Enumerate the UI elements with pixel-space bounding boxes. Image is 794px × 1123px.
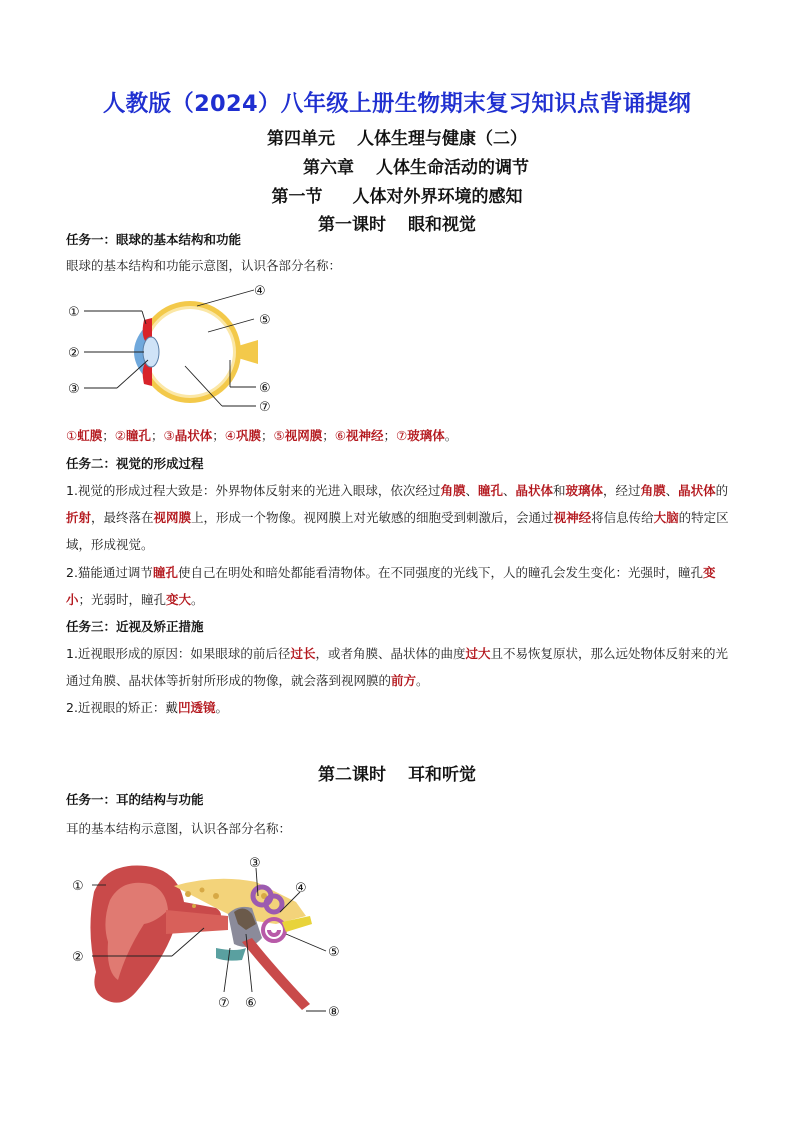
ear-task-title: 任务一：耳的结构与功能 (66, 792, 204, 807)
paragraph-text: 上，形成一个物像。视网膜上对光敏感的细胞受到刺激后，会通过 (191, 510, 554, 525)
key-term: 瞳孔 (477, 483, 503, 498)
eye-marker-3: ③ (68, 382, 80, 397)
task3-paragraph-2 (66, 694, 730, 721)
eye-answer-term: 玻璃体 (407, 428, 445, 443)
key-term: 晶状体 (515, 483, 554, 498)
separator: ； (150, 428, 164, 443)
key-term: 前方 (391, 673, 417, 688)
lesson1-name: 眼和视觉 (408, 215, 476, 235)
key-term: 玻璃体 (565, 483, 604, 498)
paragraph-text: 、 (502, 483, 516, 498)
vitreous-shape (147, 309, 233, 395)
lesson2-name: 耳和听觉 (408, 765, 476, 785)
ear-marker-7: ⑦ (218, 996, 230, 1011)
task2-paragraph-2 (66, 559, 730, 613)
eye-marker-1: ① (68, 305, 80, 320)
paragraph-text: 。 (416, 673, 429, 688)
paragraph-text: ，经过 (603, 483, 641, 498)
unit-heading (0, 124, 794, 149)
eye-answer-term: 虹膜 (77, 428, 103, 443)
separator: ； (212, 428, 225, 443)
key-term: 过大 (465, 646, 491, 661)
eye-answer-number: ② (114, 428, 126, 443)
ear-marker-2: ② (72, 950, 84, 965)
paragraph-text: 。 (191, 592, 204, 607)
eye-answers (66, 422, 730, 449)
document-title: 人教版（2024）八年级上册生物期末复习知识点背诵提纲 (102, 91, 692, 117)
ear-intro: 耳的基本结构示意图，认识各部分名称： (66, 821, 292, 836)
separator: ； (102, 428, 115, 443)
paragraph-text: 2.猫能通过调节 (66, 565, 153, 580)
ear-marker-1: ① (72, 879, 84, 894)
eye-intro: 眼球的基本结构和功能示意图，认识各部分名称： (66, 258, 342, 273)
eye-marker-5: ⑤ (259, 313, 271, 328)
eye-answer-term: 晶状体 (174, 428, 213, 443)
eye-answer-number: ⑤ (273, 428, 285, 443)
paragraph-text: 和 (553, 483, 566, 498)
ear-diagram (66, 852, 356, 1022)
eye-answer-number: ⑥ (334, 428, 346, 443)
paragraph-text: 将信息传给 (591, 510, 654, 525)
ear-marker-8: ⑧ (328, 1005, 340, 1020)
key-term: 变小 (66, 565, 716, 607)
paragraph-text: 的 (715, 483, 729, 498)
eye-answer-term: 瞳孔 (125, 428, 151, 443)
paragraph-text: 1.视觉的形成过程大致是：外界物体反射来的光进入眼球，依次经过 (66, 483, 441, 498)
key-term: 大脑 (653, 510, 679, 525)
separator: ； (383, 428, 396, 443)
eye-marker-6: ⑥ (259, 381, 271, 396)
unit-number: 第四单元 (267, 129, 335, 149)
eye-answer-term: 巩膜 (235, 428, 261, 443)
paragraph-text: ，或者角膜、晶状体的曲度 (315, 646, 466, 661)
eye-answer-term: 视神经 (345, 428, 384, 443)
key-term: 凹透镜 (177, 700, 216, 715)
paragraph-text: 、 (465, 483, 478, 498)
section-number: 第一节 (271, 187, 323, 207)
eye-diagram (62, 280, 292, 418)
ear-marker-5: ⑤ (328, 945, 340, 960)
paragraph-text: 、 (665, 483, 679, 498)
key-term: 晶状体 (678, 483, 716, 498)
separator: ； (260, 428, 274, 443)
paragraph-text: 2.近视眼的矫正：戴 (66, 700, 178, 715)
key-term: 视神经 (553, 510, 592, 525)
paragraph-text: 1.近视眼形成的原因：如果眼球的前后径 (66, 646, 291, 661)
eye-marker-4: ④ (254, 284, 266, 299)
section-name: 人体对外界环境的感知 (352, 187, 523, 207)
lesson1-number: 第一课时 (318, 215, 386, 235)
eye-marker-2: ② (68, 346, 80, 361)
task3-title: 任务三：近视及矫正措施 (66, 619, 204, 634)
ear-marker-3: ③ (249, 856, 261, 871)
eye-answer-number: ⑦ (396, 428, 408, 443)
lesson2-number: 第二课时 (318, 765, 386, 785)
paragraph-text: ，最终落在 (91, 510, 154, 525)
eye-answer-term: 视网膜 (284, 428, 323, 443)
eye-marker-7: ⑦ (259, 400, 271, 415)
eye-answer-number: ④ (224, 428, 236, 443)
paragraph-text: ；光弱时，瞳孔 (78, 592, 167, 607)
key-term: 瞳孔 (152, 565, 178, 580)
key-term: 折射 (66, 510, 92, 525)
paragraph-text: 且不易恢复原状，那么远处物体反射来的光通过角膜、晶状体等折射所形成的物像，就会落到视网膜的 (66, 646, 728, 688)
separator: 。 (444, 428, 458, 443)
chapter-number: 第六章 (303, 158, 354, 178)
key-term: 角膜 (440, 483, 466, 498)
key-term: 角膜 (640, 483, 666, 498)
task2-title: 任务二：视觉的形成过程 (66, 456, 204, 471)
lesson2-heading (0, 760, 794, 785)
ear-marker-6: ⑥ (245, 996, 257, 1011)
section-heading (0, 182, 794, 207)
paragraph-text: 使自己在明处和暗处都能看清物体。在不同强度的光线下，人的瞳孔会发生变化：光强时，瞳孔 (177, 565, 703, 580)
paragraph-text: 的特定区域，形成视觉。 (66, 510, 729, 552)
separator: ； (322, 428, 335, 443)
ear-marker-4: ④ (295, 881, 307, 896)
task3-paragraph-1 (66, 640, 730, 694)
task2-paragraph-1 (66, 477, 730, 558)
eye-task-title: 任务一：眼球的基本结构和功能 (66, 232, 242, 247)
key-term: 视网膜 (153, 510, 192, 525)
key-term: 过长 (290, 646, 316, 661)
eye-answer-number: ① (66, 428, 78, 443)
chapter-heading (0, 153, 794, 178)
chapter-name: 人体生命活动的调节 (376, 158, 529, 178)
key-term: 变大 (166, 592, 192, 607)
optic-nerve-shape (238, 340, 258, 364)
unit-name: 人体生理与健康（二） (357, 129, 527, 149)
paragraph-text: 。 (215, 700, 228, 715)
eye-answer-number: ③ (163, 428, 175, 443)
